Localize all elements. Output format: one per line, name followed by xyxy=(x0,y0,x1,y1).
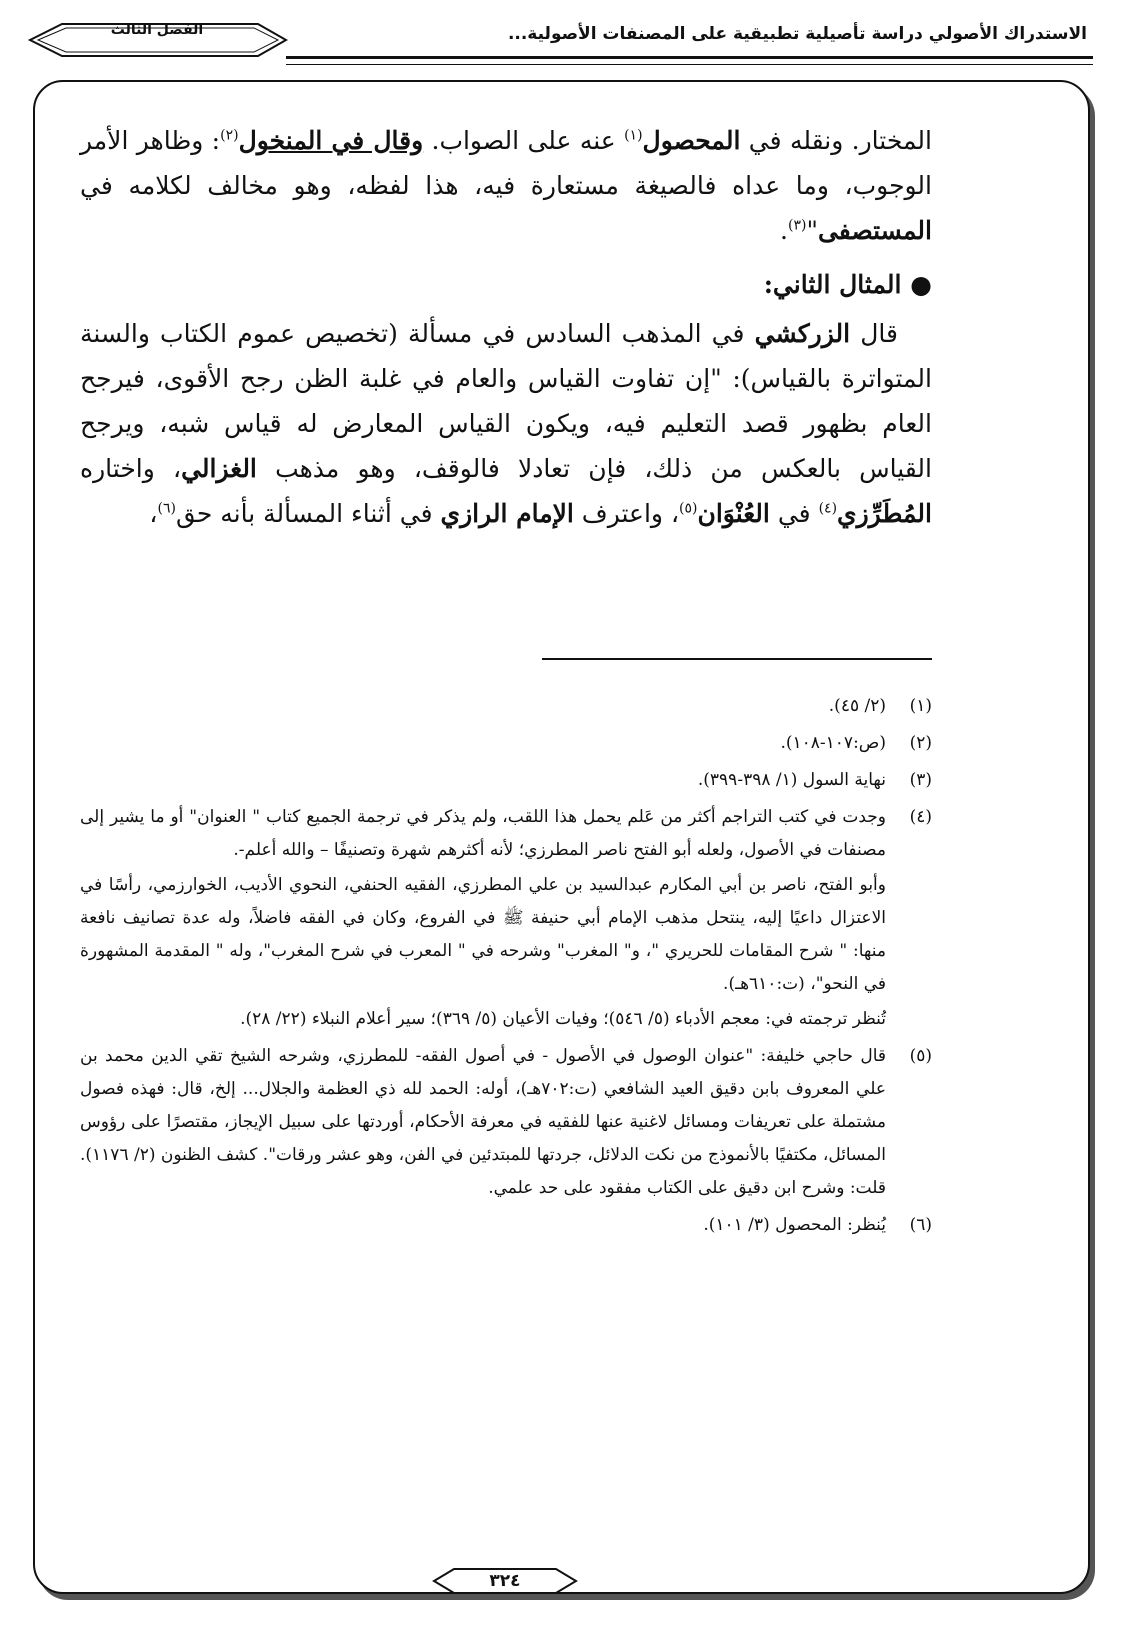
paragraph-2 xyxy=(80,311,932,536)
footnote-number: (١) xyxy=(909,696,932,716)
page-number: ٣٢٤ xyxy=(489,1571,521,1591)
header-rule xyxy=(286,56,1093,65)
footnote-number: (٦) xyxy=(909,1215,932,1235)
text-run: قال xyxy=(850,319,898,348)
footnote-number: (٣) xyxy=(909,770,932,790)
page-header xyxy=(28,18,1093,66)
footnote-text: تُنظر ترجمته في: معجم الأدباء (٥/ ٥٤٦)؛ وفيات الأعيان (٥/ ٣٦٩)؛ سير أعلام النبلاء (٢٢/ ٢٨). xyxy=(240,1009,886,1029)
footnote-ref-2: (٢) xyxy=(220,127,239,144)
footnote-5 xyxy=(80,1040,932,1205)
text-run: المختار. ونقله في xyxy=(740,126,932,155)
book-ref-mankhul: وقال في المنخول xyxy=(238,126,424,155)
text-run: في المذهب السادس في مسألة (تخصيص عموم الكتاب والسنة المتواترة بالقياس): "إن تفاوت القياس والعام في غلبة الظن رجح الأقوى، فيرجح العام بظهور قصد التعليم فيه، ويكون القياس المعارض له قياس شبه، ويرجح القياس بالعكس من ذلك، فإن تعادلا فالوقف، وهو مذهب xyxy=(80,319,932,483)
footnotes xyxy=(80,690,932,1242)
footnote-text: قال حاجي خليفة: "عنوان الوصول في الأصول - في أصول الفقه- للمطرزي، وشرحه الشيخ تقي الدين محمد بن علي المعروف بابن دقيق العيد الشافعي (ت:٧٠٢هـ)، أوله: الحمد لله ذي العظمة والجلال... إلخ، قال: فهذه فصول مشتملة على تعريفات ومسائل لاغنية عنها للفقيه في معرفة الأحكام، أوردتها على سبيل الإيجاز، مقتصرًا على رؤوس المسائل، مكتفيًا بالأنموذج من نكت الدلائل، جردتها للمبتدئين في الفن، وهو عشر ورقات". كشف الظنون (٢/ ١١٧٦). قلت: وشرح ابن دقيق على الكتاب مفقود على حد علمي. xyxy=(80,1046,886,1198)
footnote-text: (٢/ ٤٥). xyxy=(828,696,886,716)
book-ref-unwan: العُنْوَان xyxy=(697,499,770,528)
footnote-text: (ص:١٠٧-١٠٨). xyxy=(780,733,886,753)
section-heading: ● المثال الثاني: xyxy=(763,270,932,299)
footnote-ref-5: (٥) xyxy=(679,500,698,517)
text-run: " xyxy=(806,216,818,245)
main-text xyxy=(80,118,932,536)
scholar-mutarrizi: المُطَرِّزي xyxy=(837,499,932,528)
footnote-ref-4: (٤) xyxy=(818,500,838,517)
footnote-6 xyxy=(80,1209,932,1242)
paragraph-1 xyxy=(80,118,932,253)
footnote-number: (٥) xyxy=(909,1046,932,1066)
book-ref-mustasfa: المستصفى xyxy=(817,216,932,245)
scholar-ghazali: الغزالي xyxy=(181,454,257,483)
footnote-text: وجدت في كتب التراجم أكثر من عَلم يحمل هذا اللقب، ولم يذكر في ترجمة الجميع كتاب " العنوان" أو ما يشير إلى مصنفات في الأصول، ولعله أبو الفتح ناصر المطرزي؛ لأنه أكثرهم شهرة وتصنيفًا – والله أعلم-. xyxy=(80,807,886,860)
footnote-number: (٤) xyxy=(909,807,932,827)
book-ref-mahsul: المحصول xyxy=(642,126,741,155)
page-number-tab xyxy=(430,1567,580,1603)
footnote-1 xyxy=(80,690,932,723)
text-run: . xyxy=(780,216,788,245)
text-run: في أثناء المسألة بأنه حق xyxy=(175,499,441,528)
chapter-label: الفصل الثالث xyxy=(110,22,204,38)
text-run: ، واعترف xyxy=(573,499,680,528)
scholar-razi: الإمام الرازي xyxy=(440,499,574,528)
text-run: عنه على الصواب. xyxy=(423,126,625,155)
book-title: الاستدراك الأصولي دراسة تأصيلية تطبيقية على المصنفات الأصولية... xyxy=(507,24,1087,44)
footnote-text: يُنظر: المحصول (٣/ ١٠١). xyxy=(703,1215,886,1235)
footnote-number: (٢) xyxy=(909,733,932,753)
footnote-ref-3: (٣) xyxy=(788,217,807,234)
scholar-zarkashi: الزركشي xyxy=(754,319,851,348)
text-run: ، واختاره xyxy=(80,454,182,483)
footnote-4 xyxy=(80,801,932,1036)
footnote-ref-6: (٦) xyxy=(157,500,176,517)
footnote-divider xyxy=(542,658,932,660)
footnote-3 xyxy=(80,764,932,797)
text-run: في xyxy=(769,499,819,528)
text-run: : وظاهر الأمر الوجوب، وما عداه فالصيغة مستعارة فيه، هذا لفظه، وهو مخالف لكلامه في xyxy=(80,126,932,200)
footnote-2 xyxy=(80,727,932,760)
footnote-ref-1: (١) xyxy=(624,127,643,144)
text-run: ، xyxy=(149,499,158,528)
footnote-text: نهاية السول (١/ ٣٩٨-٣٩٩). xyxy=(697,770,886,790)
footnote-text: وأبو الفتح، ناصر بن أبي المكارم عبدالسيد بن علي المطرزي، الفقيه الحنفي، النحوي الأديب، الخوارزمي، رأسًا في الاعتزال داعيًا إليه، ينتحل مذهب الإمام أبي حنيفة ﷺ في الفروع، وكان في الفقه فاضلاً، وله عدة تصانيف نافعة منها: " شرح المقامات للحريري "، و" المغرب" وشرحه في " المعرب في شرح المغرب"، وله " المقدمة المشهورة في النحو"، (ت:٦١٠هـ). xyxy=(80,875,886,994)
